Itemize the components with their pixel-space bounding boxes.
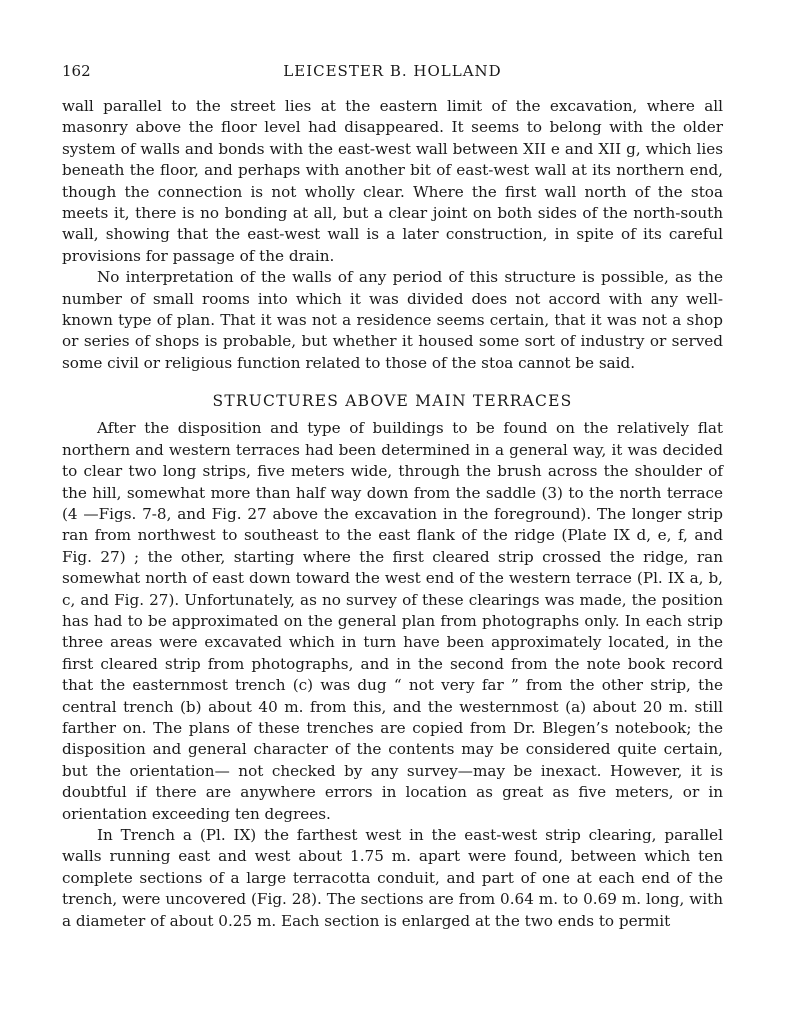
page-header: [62, 62, 723, 86]
paragraph: No interpretation of the walls of any period of this structure is possible, as the number of small rooms into which it was divided does not accord with any well-known type of plan. That it was not a residence seems certain, that it was not a shop or series of shops is probable, but whether it housed some sort of industry or served some civil or religious function related to those of the stoa cannot be said.: [62, 268, 723, 372]
running-head: LEICESTER B. HOLLAND: [283, 62, 502, 80]
paragraph: After the disposition and type of buildings to be found on the relatively flat northern and western terraces had been determined in a general way, it was decided to clear two long strips, five meters wide, through the brush across the shoulder of the hill, somewhat more than half way down from the saddle (3) to the north terrace (4 —Figs. 7-8, and Fig. 27 above the excavation in the foreground). The longer strip ran from northwest to southeast to the east flank of the ridge (Plate IX d, e, f, and Fig. 27) ; the other, starting where the first cleared strip crossed the ridge, ran somewhat north of east down toward the west end of the western terrace (Pl. IX a, b, c, and Fig. 27). Unfortunately, as no survey of these clearings was made, the position has had to be approximated on the general plan from photographs only. In each strip three areas were excavated which in turn have been approximately located, in the first cleared strip from photographs, and in the second from the note book record that the easternmost trench (c) was dug “ not very far ” from the other strip, the central trench (b) about 40 m. from this, and the westernmost (a) about 20 m. still farther on. The plans of these trenches are copied from Dr. Blegen’s notebook; the disposition and general character of the contents may be considered quite certain, but the orientation— not checked by any survey—may be inexact. However, it is doubtful if there are anywhere errors in location as great as five meters, or in orientation exceeding ten degrees.: [62, 419, 723, 823]
section-heading: STRUCTURES ABOVE MAIN TERRACES: [212, 392, 573, 411]
page: [62, 62, 723, 932]
paragraph: wall parallel to the street lies at the eastern limit of the excavation, where all masonry above the floor level had disappeared. It seems to belong with the older system of walls and bonds with the east-west wall between XII e and XII g, which lies beneath the floor, and perhaps with another bit of east-west wall at its northern end, though the connection is not wholly clear. Where the first wall north of the stoa meets it, there is no bonding at all, but a clear joint on both sides of the north-south wall, showing that the east-west wall is a later construction, in spite of its careful provisions for passage of the drain.: [62, 97, 723, 265]
paragraph: In Trench a (Pl. IX) the farthest west in the east-west strip clearing, parallel walls running east and west about 1.75 m. apart were found, between which ten complete sections of a large terracotta conduit, and part of one at each end of the trench, were uncovered (Fig. 28). The sections are from 0.64 m. to 0.69 m. long, with a diameter of about 0.25 m. Each section is enlarged at the two ends to permit: [62, 826, 723, 930]
page-number: 162: [62, 62, 91, 80]
